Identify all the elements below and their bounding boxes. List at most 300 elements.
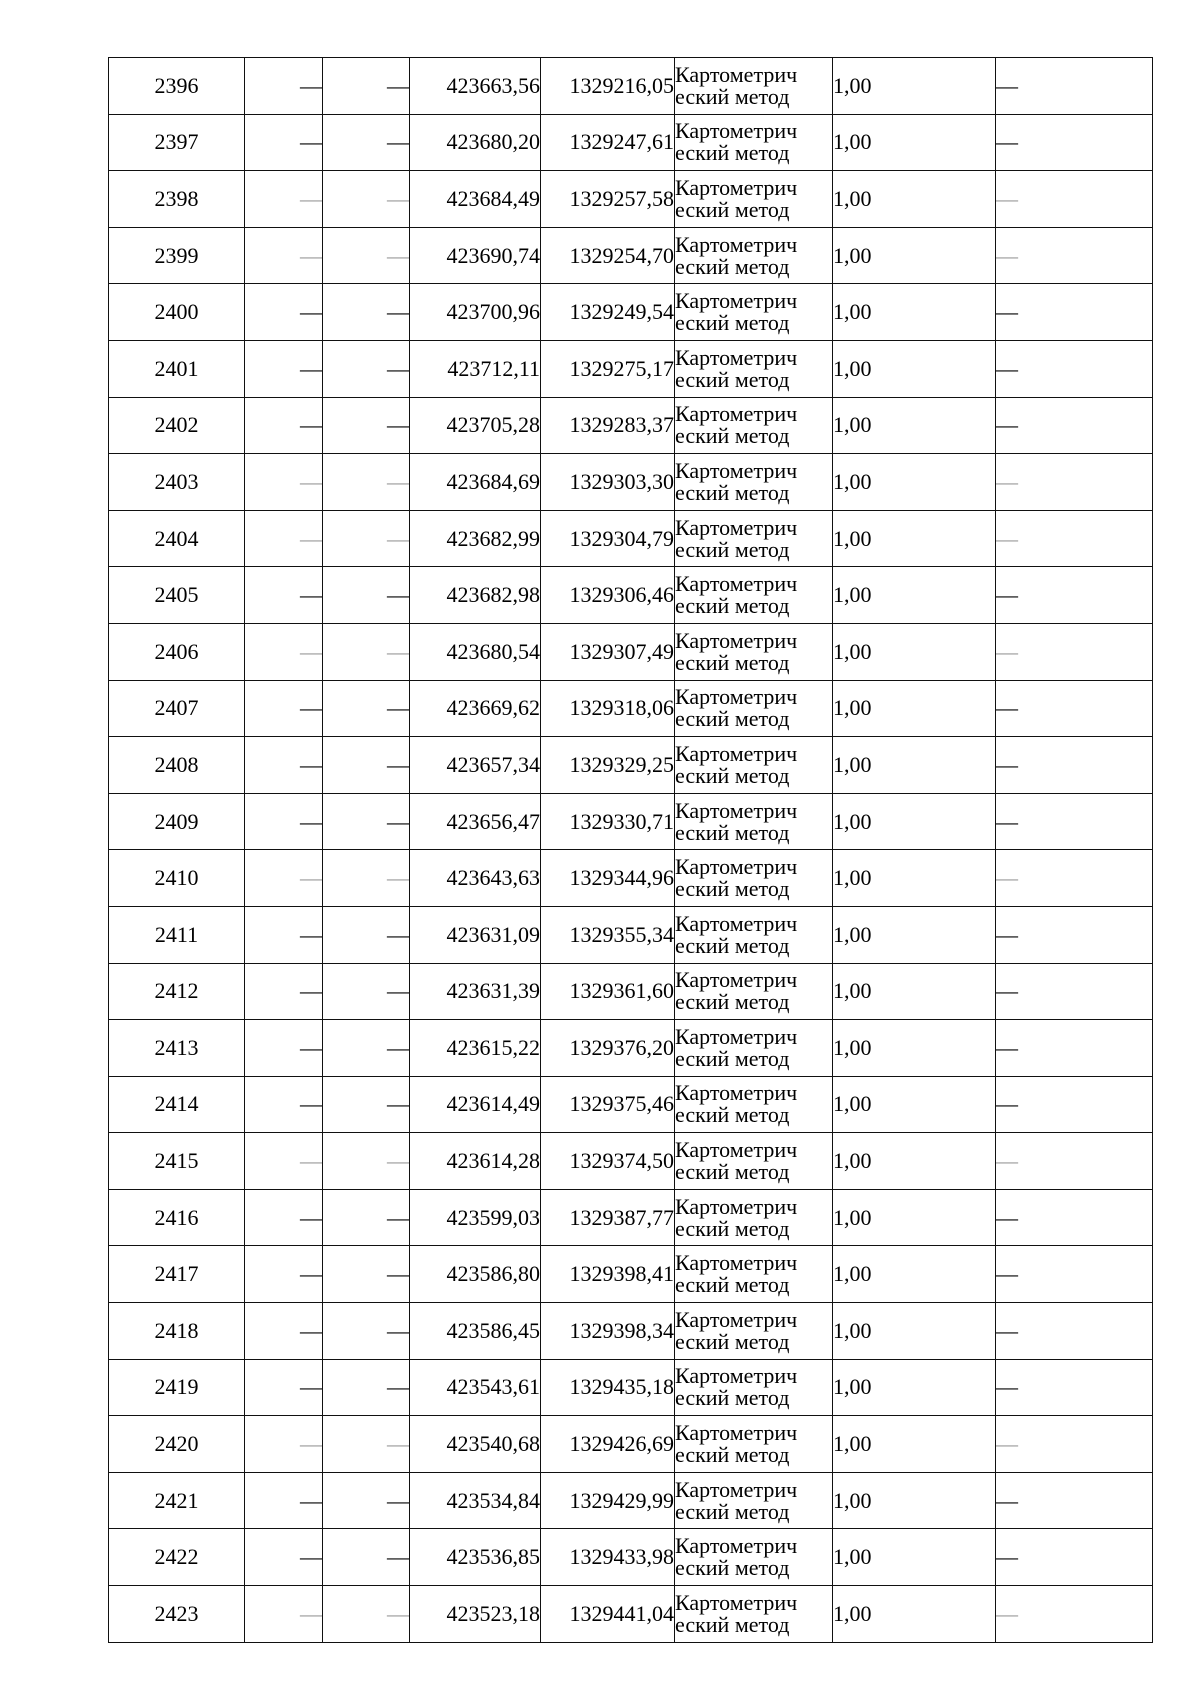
method-line-2: еский метод xyxy=(675,989,790,1015)
x-coordinate-cell: 423684,69 xyxy=(410,454,541,511)
x-coordinate-cell: 423657,34 xyxy=(410,737,541,794)
x-coordinate-cell: 423680,20 xyxy=(410,114,541,171)
method-line-2: еский метод xyxy=(675,1498,790,1524)
method-line-2: еский метод xyxy=(675,1442,790,1468)
point-number-cell: 2402 xyxy=(109,397,245,454)
method-cell xyxy=(675,114,833,171)
method-cell xyxy=(675,340,833,397)
precision-cell: 1,00 xyxy=(833,567,996,624)
old-x-cell: — xyxy=(245,1246,323,1303)
method-line-2: еский метод xyxy=(675,1555,790,1581)
method-line-2: еский метод xyxy=(675,1045,790,1071)
y-coordinate-cell: 1329361,60 xyxy=(541,963,675,1020)
old-x-cell: — xyxy=(245,227,323,284)
point-number-cell: 2397 xyxy=(109,114,245,171)
method-cell xyxy=(675,567,833,624)
old-y-cell: — xyxy=(323,1076,410,1133)
precision-cell: 1,00 xyxy=(833,1303,996,1360)
old-y-cell: — xyxy=(323,680,410,737)
precision-cell: 1,00 xyxy=(833,284,996,341)
method-cell xyxy=(675,510,833,567)
precision-cell: 1,00 xyxy=(833,58,996,115)
precision-cell: 1,00 xyxy=(833,623,996,680)
method-line-2: еский метод xyxy=(675,536,790,562)
method-line-1: Картометрич xyxy=(675,1363,798,1389)
precision-cell: 1,00 xyxy=(833,1246,996,1303)
y-coordinate-cell: 1329435,18 xyxy=(541,1359,675,1416)
x-coordinate-cell: 423705,28 xyxy=(410,397,541,454)
y-coordinate-cell: 1329441,04 xyxy=(541,1586,675,1643)
precision-cell: 1,00 xyxy=(833,114,996,171)
precision-cell: 1,00 xyxy=(833,906,996,963)
method-line-1: Картометрич xyxy=(675,797,798,823)
method-line-2: еский метод xyxy=(675,819,790,845)
description-cell: — xyxy=(996,397,1153,454)
precision-cell: 1,00 xyxy=(833,397,996,454)
method-line-1: Картометрич xyxy=(675,740,798,766)
x-coordinate-cell: 423543,61 xyxy=(410,1359,541,1416)
old-x-cell: — xyxy=(245,397,323,454)
table-row xyxy=(109,680,1153,737)
y-coordinate-cell: 1329283,37 xyxy=(541,397,675,454)
description-cell: — xyxy=(996,340,1153,397)
precision-cell: 1,00 xyxy=(833,510,996,567)
table-row xyxy=(109,1189,1153,1246)
method-line-1: Картометрич xyxy=(675,1193,798,1219)
y-coordinate-cell: 1329355,34 xyxy=(541,906,675,963)
old-x-cell: — xyxy=(245,114,323,171)
y-coordinate-cell: 1329429,99 xyxy=(541,1472,675,1529)
old-y-cell: — xyxy=(323,1529,410,1586)
y-coordinate-cell: 1329306,46 xyxy=(541,567,675,624)
old-x-cell: — xyxy=(245,737,323,794)
table-row xyxy=(109,1359,1153,1416)
method-cell xyxy=(675,793,833,850)
x-coordinate-cell: 423599,03 xyxy=(410,1189,541,1246)
table-row xyxy=(109,1586,1153,1643)
old-y-cell: — xyxy=(323,284,410,341)
method-line-1: Картометрич xyxy=(675,910,798,936)
precision-cell: 1,00 xyxy=(833,454,996,511)
method-cell xyxy=(675,397,833,454)
precision-cell: 1,00 xyxy=(833,1133,996,1190)
old-x-cell: — xyxy=(245,793,323,850)
table-row xyxy=(109,510,1153,567)
y-coordinate-cell: 1329257,58 xyxy=(541,171,675,228)
x-coordinate-cell: 423682,99 xyxy=(410,510,541,567)
old-y-cell: — xyxy=(323,850,410,907)
y-coordinate-cell: 1329375,46 xyxy=(541,1076,675,1133)
method-line-2: еский метод xyxy=(675,83,790,109)
method-line-1: Картометрич xyxy=(675,61,798,87)
y-coordinate-cell: 1329216,05 xyxy=(541,58,675,115)
old-y-cell: — xyxy=(323,623,410,680)
old-y-cell: — xyxy=(323,1133,410,1190)
method-line-1: Картометрич xyxy=(675,344,798,370)
x-coordinate-cell: 423586,45 xyxy=(410,1303,541,1360)
coordinates-table xyxy=(108,57,1153,1643)
table-row xyxy=(109,58,1153,115)
precision-cell: 1,00 xyxy=(833,1359,996,1416)
method-cell xyxy=(675,284,833,341)
table-row xyxy=(109,850,1153,907)
old-y-cell: — xyxy=(323,510,410,567)
y-coordinate-cell: 1329247,61 xyxy=(541,114,675,171)
old-y-cell: — xyxy=(323,1472,410,1529)
old-y-cell: — xyxy=(323,567,410,624)
method-cell xyxy=(675,963,833,1020)
method-line-2: еский метод xyxy=(675,423,790,449)
table-row xyxy=(109,227,1153,284)
y-coordinate-cell: 1329376,20 xyxy=(541,1020,675,1077)
x-coordinate-cell: 423700,96 xyxy=(410,284,541,341)
method-line-1: Картометрич xyxy=(675,1250,798,1276)
method-cell xyxy=(675,1189,833,1246)
old-x-cell: — xyxy=(245,1359,323,1416)
point-number-cell: 2414 xyxy=(109,1076,245,1133)
table-row xyxy=(109,1076,1153,1133)
y-coordinate-cell: 1329329,25 xyxy=(541,737,675,794)
y-coordinate-cell: 1329303,30 xyxy=(541,454,675,511)
description-cell: — xyxy=(996,1189,1153,1246)
point-number-cell: 2407 xyxy=(109,680,245,737)
point-number-cell: 2403 xyxy=(109,454,245,511)
method-line-1: Картометрич xyxy=(675,174,798,200)
point-number-cell: 2399 xyxy=(109,227,245,284)
method-line-1: Картометрич xyxy=(675,457,798,483)
y-coordinate-cell: 1329433,98 xyxy=(541,1529,675,1586)
old-y-cell: — xyxy=(323,1586,410,1643)
x-coordinate-cell: 423523,18 xyxy=(410,1586,541,1643)
method-line-2: еский метод xyxy=(675,366,790,392)
point-number-cell: 2422 xyxy=(109,1529,245,1586)
x-coordinate-cell: 423643,63 xyxy=(410,850,541,907)
old-x-cell: — xyxy=(245,1529,323,1586)
description-cell: — xyxy=(996,1133,1153,1190)
point-number-cell: 2409 xyxy=(109,793,245,850)
y-coordinate-cell: 1329344,96 xyxy=(541,850,675,907)
description-cell: — xyxy=(996,850,1153,907)
table-row xyxy=(109,397,1153,454)
old-x-cell: — xyxy=(245,1416,323,1473)
old-y-cell: — xyxy=(323,1416,410,1473)
method-cell xyxy=(675,1246,833,1303)
old-y-cell: — xyxy=(323,1303,410,1360)
table-row xyxy=(109,171,1153,228)
method-cell xyxy=(675,1133,833,1190)
old-y-cell: — xyxy=(323,171,410,228)
method-line-1: Картометрич xyxy=(675,231,798,257)
point-number-cell: 2417 xyxy=(109,1246,245,1303)
point-number-cell: 2413 xyxy=(109,1020,245,1077)
table-row xyxy=(109,1020,1153,1077)
y-coordinate-cell: 1329318,06 xyxy=(541,680,675,737)
method-line-1: Картометрич xyxy=(675,514,798,540)
old-x-cell: — xyxy=(245,1189,323,1246)
old-y-cell: — xyxy=(323,906,410,963)
point-number-cell: 2396 xyxy=(109,58,245,115)
method-line-1: Картометрич xyxy=(675,1137,798,1163)
method-line-1: Картометрич xyxy=(675,401,798,427)
old-x-cell: — xyxy=(245,454,323,511)
method-cell xyxy=(675,737,833,794)
table-row xyxy=(109,114,1153,171)
old-x-cell: — xyxy=(245,510,323,567)
x-coordinate-cell: 423614,28 xyxy=(410,1133,541,1190)
method-line-2: еский метод xyxy=(675,140,790,166)
method-cell xyxy=(675,1472,833,1529)
old-y-cell: — xyxy=(323,963,410,1020)
old-y-cell: — xyxy=(323,397,410,454)
precision-cell: 1,00 xyxy=(833,1586,996,1643)
table-row xyxy=(109,567,1153,624)
method-line-2: еский метод xyxy=(675,1215,790,1241)
precision-cell: 1,00 xyxy=(833,1189,996,1246)
table-row xyxy=(109,623,1153,680)
x-coordinate-cell: 423631,39 xyxy=(410,963,541,1020)
x-coordinate-cell: 423536,85 xyxy=(410,1529,541,1586)
precision-cell: 1,00 xyxy=(833,737,996,794)
old-y-cell: — xyxy=(323,114,410,171)
method-cell xyxy=(675,680,833,737)
table-row xyxy=(109,1416,1153,1473)
precision-cell: 1,00 xyxy=(833,963,996,1020)
old-y-cell: — xyxy=(323,1359,410,1416)
method-line-1: Картометрич xyxy=(675,288,798,314)
point-number-cell: 2416 xyxy=(109,1189,245,1246)
method-cell xyxy=(675,454,833,511)
old-y-cell: — xyxy=(323,1189,410,1246)
old-y-cell: — xyxy=(323,58,410,115)
description-cell: — xyxy=(996,1359,1153,1416)
x-coordinate-cell: 423534,84 xyxy=(410,1472,541,1529)
method-line-2: еский метод xyxy=(675,649,790,675)
method-line-2: еский метод xyxy=(675,932,790,958)
old-y-cell: — xyxy=(323,1020,410,1077)
old-x-cell: — xyxy=(245,1472,323,1529)
precision-cell: 1,00 xyxy=(833,850,996,907)
y-coordinate-cell: 1329307,49 xyxy=(541,623,675,680)
method-line-2: еский метод xyxy=(675,479,790,505)
point-number-cell: 2400 xyxy=(109,284,245,341)
description-cell: — xyxy=(996,1246,1153,1303)
description-cell: — xyxy=(996,58,1153,115)
point-number-cell: 2406 xyxy=(109,623,245,680)
point-number-cell: 2408 xyxy=(109,737,245,794)
method-line-2: еский метод xyxy=(675,762,790,788)
description-cell: — xyxy=(996,906,1153,963)
method-line-1: Картометрич xyxy=(675,571,798,597)
old-y-cell: — xyxy=(323,454,410,511)
y-coordinate-cell: 1329304,79 xyxy=(541,510,675,567)
method-line-2: еский метод xyxy=(675,1385,790,1411)
precision-cell: 1,00 xyxy=(833,340,996,397)
method-line-2: еский метод xyxy=(675,593,790,619)
precision-cell: 1,00 xyxy=(833,227,996,284)
method-line-1: Картометрич xyxy=(675,118,798,144)
method-cell xyxy=(675,1303,833,1360)
method-line-2: еский метод xyxy=(675,1159,790,1185)
x-coordinate-cell: 423586,80 xyxy=(410,1246,541,1303)
description-cell: — xyxy=(996,793,1153,850)
method-cell xyxy=(675,1416,833,1473)
method-line-1: Картометрич xyxy=(675,1420,798,1446)
old-x-cell: — xyxy=(245,1586,323,1643)
description-cell: — xyxy=(996,680,1153,737)
method-line-2: еский метод xyxy=(675,1102,790,1128)
y-coordinate-cell: 1329387,77 xyxy=(541,1189,675,1246)
table-row xyxy=(109,1529,1153,1586)
old-y-cell: — xyxy=(323,340,410,397)
method-line-1: Картометрич xyxy=(675,1589,798,1615)
description-cell: — xyxy=(996,227,1153,284)
old-x-cell: — xyxy=(245,58,323,115)
point-number-cell: 2421 xyxy=(109,1472,245,1529)
old-x-cell: — xyxy=(245,906,323,963)
description-cell: — xyxy=(996,284,1153,341)
point-number-cell: 2412 xyxy=(109,963,245,1020)
method-cell xyxy=(675,906,833,963)
method-cell xyxy=(675,227,833,284)
old-x-cell: — xyxy=(245,1133,323,1190)
precision-cell: 1,00 xyxy=(833,1472,996,1529)
method-line-2: еский метод xyxy=(675,706,790,732)
y-coordinate-cell: 1329374,50 xyxy=(541,1133,675,1190)
method-line-1: Картометрич xyxy=(675,1476,798,1502)
x-coordinate-cell: 423669,62 xyxy=(410,680,541,737)
method-line-2: еский метод xyxy=(675,1328,790,1354)
description-cell: — xyxy=(996,623,1153,680)
x-coordinate-cell: 423540,68 xyxy=(410,1416,541,1473)
precision-cell: 1,00 xyxy=(833,1529,996,1586)
point-number-cell: 2410 xyxy=(109,850,245,907)
old-y-cell: — xyxy=(323,227,410,284)
description-cell: — xyxy=(996,454,1153,511)
old-y-cell: — xyxy=(323,737,410,794)
precision-cell: 1,00 xyxy=(833,793,996,850)
y-coordinate-cell: 1329330,71 xyxy=(541,793,675,850)
point-number-cell: 2401 xyxy=(109,340,245,397)
precision-cell: 1,00 xyxy=(833,1020,996,1077)
table-row xyxy=(109,1133,1153,1190)
table-body xyxy=(109,58,1153,1643)
y-coordinate-cell: 1329398,34 xyxy=(541,1303,675,1360)
method-line-2: еский метод xyxy=(675,1272,790,1298)
x-coordinate-cell: 423682,98 xyxy=(410,567,541,624)
point-number-cell: 2420 xyxy=(109,1416,245,1473)
method-cell xyxy=(675,58,833,115)
x-coordinate-cell: 423680,54 xyxy=(410,623,541,680)
point-number-cell: 2398 xyxy=(109,171,245,228)
precision-cell: 1,00 xyxy=(833,171,996,228)
table-row xyxy=(109,793,1153,850)
method-cell xyxy=(675,850,833,907)
old-x-cell: — xyxy=(245,1076,323,1133)
method-cell xyxy=(675,1076,833,1133)
precision-cell: 1,00 xyxy=(833,1076,996,1133)
method-line-2: еский метод xyxy=(675,310,790,336)
precision-cell: 1,00 xyxy=(833,680,996,737)
description-cell: — xyxy=(996,114,1153,171)
precision-cell: 1,00 xyxy=(833,1416,996,1473)
y-coordinate-cell: 1329426,69 xyxy=(541,1416,675,1473)
old-x-cell: — xyxy=(245,850,323,907)
method-cell xyxy=(675,1020,833,1077)
point-number-cell: 2419 xyxy=(109,1359,245,1416)
x-coordinate-cell: 423684,49 xyxy=(410,171,541,228)
table-row xyxy=(109,340,1153,397)
method-line-1: Картометрич xyxy=(675,854,798,880)
method-line-1: Картометрич xyxy=(675,1080,798,1106)
table-row xyxy=(109,1303,1153,1360)
method-line-2: еский метод xyxy=(675,196,790,222)
point-number-cell: 2423 xyxy=(109,1586,245,1643)
x-coordinate-cell: 423614,49 xyxy=(410,1076,541,1133)
description-cell: — xyxy=(996,1586,1153,1643)
description-cell: — xyxy=(996,1416,1153,1473)
old-x-cell: — xyxy=(245,1303,323,1360)
old-x-cell: — xyxy=(245,171,323,228)
description-cell: — xyxy=(996,171,1153,228)
description-cell: — xyxy=(996,1076,1153,1133)
y-coordinate-cell: 1329254,70 xyxy=(541,227,675,284)
old-y-cell: — xyxy=(323,793,410,850)
method-line-2: еский метод xyxy=(675,1611,790,1637)
method-cell xyxy=(675,1359,833,1416)
old-x-cell: — xyxy=(245,340,323,397)
description-cell: — xyxy=(996,510,1153,567)
method-line-1: Картометрич xyxy=(675,1023,798,1049)
old-x-cell: — xyxy=(245,567,323,624)
old-y-cell: — xyxy=(323,1246,410,1303)
x-coordinate-cell: 423631,09 xyxy=(410,906,541,963)
x-coordinate-cell: 423712,11 xyxy=(410,340,541,397)
x-coordinate-cell: 423690,74 xyxy=(410,227,541,284)
method-line-1: Картометрич xyxy=(675,1533,798,1559)
description-cell: — xyxy=(996,1303,1153,1360)
old-x-cell: — xyxy=(245,623,323,680)
method-line-1: Картометрич xyxy=(675,627,798,653)
old-x-cell: — xyxy=(245,1020,323,1077)
description-cell: — xyxy=(996,1529,1153,1586)
old-x-cell: — xyxy=(245,284,323,341)
table-row xyxy=(109,737,1153,794)
method-line-1: Картометрич xyxy=(675,1306,798,1332)
method-cell xyxy=(675,623,833,680)
table-row xyxy=(109,906,1153,963)
y-coordinate-cell: 1329275,17 xyxy=(541,340,675,397)
table-row xyxy=(109,1472,1153,1529)
point-number-cell: 2404 xyxy=(109,510,245,567)
old-x-cell: — xyxy=(245,963,323,1020)
method-line-1: Картометрич xyxy=(675,967,798,993)
point-number-cell: 2415 xyxy=(109,1133,245,1190)
old-x-cell: — xyxy=(245,680,323,737)
method-line-2: еский метод xyxy=(675,253,790,279)
y-coordinate-cell: 1329249,54 xyxy=(541,284,675,341)
table-row xyxy=(109,284,1153,341)
x-coordinate-cell: 423663,56 xyxy=(410,58,541,115)
x-coordinate-cell: 423615,22 xyxy=(410,1020,541,1077)
description-cell: — xyxy=(996,1020,1153,1077)
method-cell xyxy=(675,171,833,228)
point-number-cell: 2411 xyxy=(109,906,245,963)
method-line-1: Картометрич xyxy=(675,684,798,710)
x-coordinate-cell: 423656,47 xyxy=(410,793,541,850)
description-cell: — xyxy=(996,1472,1153,1529)
table-row xyxy=(109,963,1153,1020)
method-cell xyxy=(675,1529,833,1586)
